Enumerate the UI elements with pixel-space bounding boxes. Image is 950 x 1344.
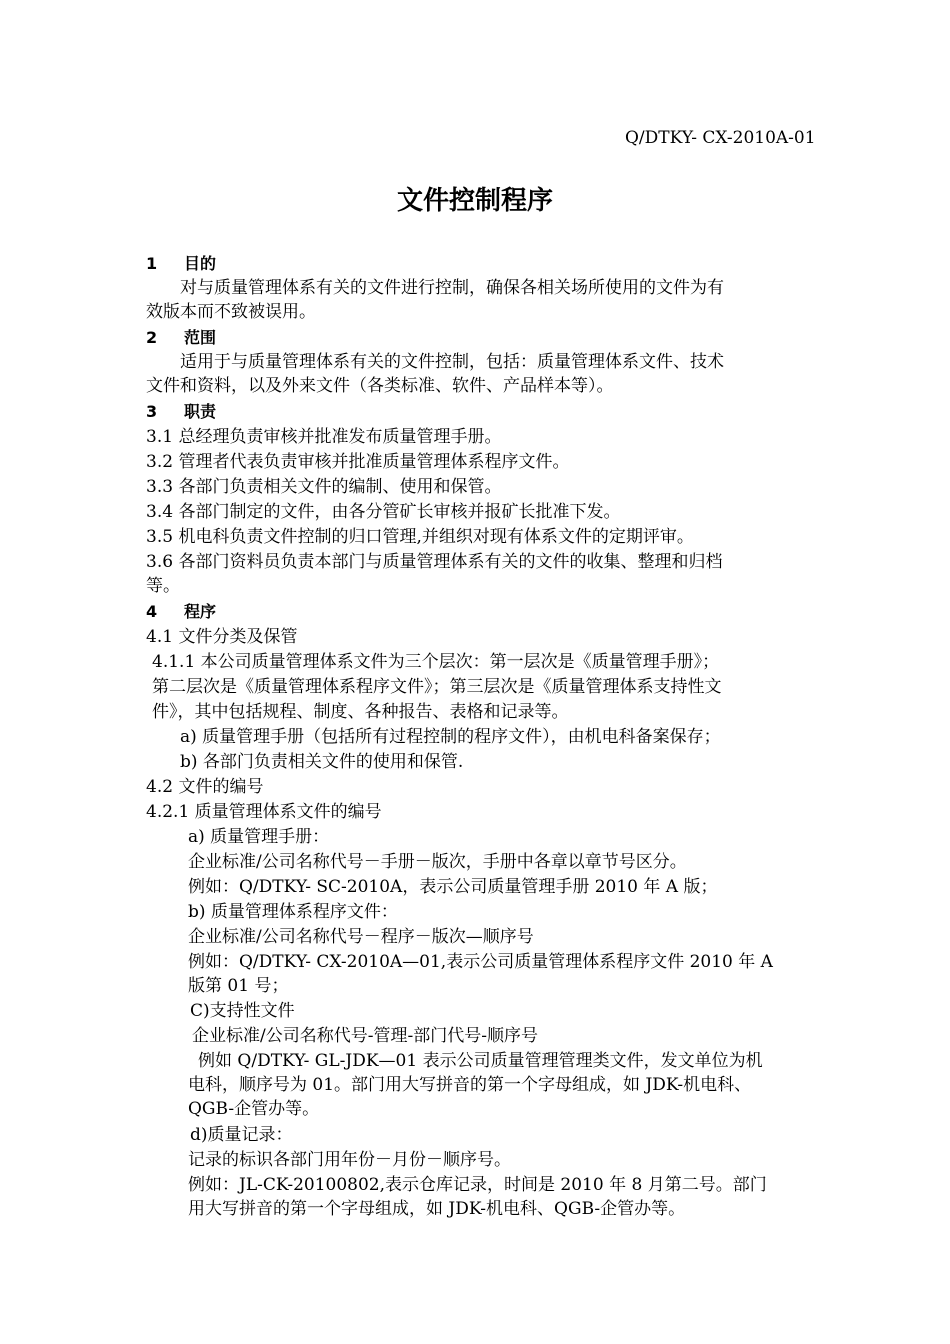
list-item: 3.2 管理者代表负责审核并批准质量管理体系程序文件。: [146, 452, 570, 472]
paragraph-line: 文件和资料，以及外来文件（各类标准、软件、产品样本等）。: [146, 376, 614, 396]
subsection-heading: 4.1 文件分类及保管: [146, 627, 298, 647]
section-1-heading: [146, 252, 216, 276]
paragraph-line: 企业标准/公司名称代号-管理-部门代号-顺序号: [192, 1026, 538, 1046]
subsection-heading: 4.2 文件的编号: [146, 777, 264, 797]
section-title: 职责: [184, 402, 217, 421]
paragraph-line: 企业标准/公司名称代号－程序－版次—顺序号: [188, 927, 534, 947]
section-number: 2: [146, 328, 158, 347]
section-number: 4: [146, 602, 158, 621]
paragraph-line: 例如 Q/DTKY- GL-JDK—01 表示公司质量管理管理类文件，发文单位为机: [198, 1051, 763, 1071]
list-item: 等。: [146, 576, 180, 596]
list-item: 3.6 各部门资料员负责本部门与质量管理体系有关的文件的收集、整理和归档: [146, 552, 723, 572]
subsection-heading: 4.2.1 质量管理体系文件的编号: [146, 802, 382, 822]
paragraph-line: 适用于与质量管理体系有关的文件控制，包括：质量管理体系文件、技术: [180, 352, 724, 372]
paragraph-line: 件》，其中包括规程、制度、各种报告、表格和记录等。: [152, 702, 569, 722]
section-number: 3: [146, 402, 158, 421]
section-3-heading: [146, 400, 216, 424]
list-item: b) 质量管理体系程序文件：: [188, 902, 398, 922]
paragraph-line: 对与质量管理体系有关的文件进行控制，确保各相关场所使用的文件为有: [180, 278, 724, 298]
paragraph-line: 记录的标识各部门用年份－月份－顺序号。: [188, 1150, 511, 1170]
paragraph-line: 效版本而不致被误用。: [146, 302, 316, 322]
list-item: C)支持性文件: [190, 1001, 295, 1021]
section-number: 1: [146, 254, 158, 273]
paragraph-line: 用大写拼音的第一个字母组成，如 JDK-机电科、QGB-企管办等。: [188, 1199, 686, 1219]
list-item: 3.4 各部门制定的文件，由各分管矿长审核并报矿长批准下发。: [146, 502, 621, 522]
section-2-heading: [146, 326, 216, 350]
paragraph-line: 4.1.1 本公司质量管理体系文件为三个层次：第一层次是《质量管理手册》；: [152, 652, 720, 672]
section-4-heading: [146, 600, 216, 624]
list-item: 3.3 各部门负责相关文件的编制、使用和保管。: [146, 477, 502, 497]
paragraph-line: 例如：Q/DTKY- SC-2010A，表示公司质量管理手册 2010 年 A 版；: [188, 877, 718, 897]
paragraph-line: 电科，顺序号为 01。部门用大写拼音的第一个字母组成，如 JDK-机电科、: [188, 1075, 752, 1095]
list-item: 3.1 总经理负责审核并批准发布质量管理手册。: [146, 427, 502, 447]
page-title: 文件控制程序: [396, 186, 553, 216]
section-title: 目的: [184, 254, 217, 273]
document-code: Q/DTKY- CX-2010A-01: [625, 128, 816, 148]
paragraph-line: 例如：JL-CK-20100802,表示仓库记录，时间是 2010 年 8 月第二号。部门: [188, 1175, 767, 1195]
paragraph-line: 例如：Q/DTKY- CX-2010A—01,表示公司质量管理体系程序文件 2010 年 A: [188, 952, 773, 972]
list-item: b) 各部门负责相关文件的使用和保管.: [180, 752, 464, 772]
paragraph-line: QGB-企管办等。: [188, 1099, 320, 1119]
list-item: a) 质量管理手册：: [188, 827, 330, 847]
list-item: a) 质量管理手册（包括所有过程控制的程序文件），由机电科备案保存；: [180, 727, 721, 747]
section-title: 范围: [184, 328, 217, 347]
paragraph-line: 版第 01 号；: [188, 976, 289, 996]
list-item: 3.5 机电科负责文件控制的归口管理,并组织对现有体系文件的定期评审。: [146, 527, 694, 547]
list-item: d)质量记录：: [190, 1125, 293, 1145]
paragraph-line: 企业标准/公司名称代号－手册－版次，手册中各章以章节号区分。: [188, 852, 687, 872]
paragraph-line: 第二层次是《质量管理体系程序文件》；第三层次是《质量管理体系支持性文: [152, 677, 722, 697]
section-title: 程序: [184, 602, 217, 621]
